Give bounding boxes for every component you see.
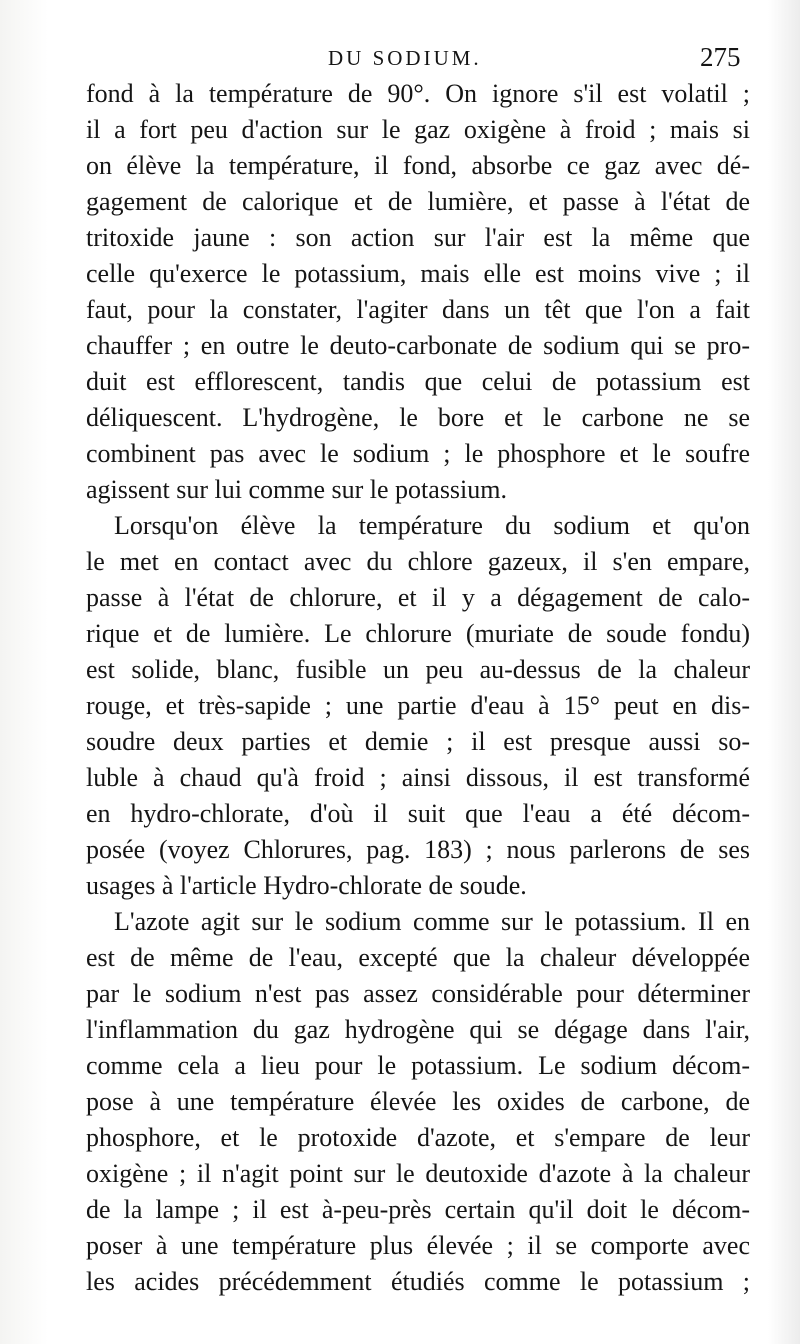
text-line: duit est efflorescent, tandis que celui de potassium est xyxy=(86,367,750,396)
text-line: oxigène ; il n'agit point sur le deutoxide d'azote à la chaleur xyxy=(86,1159,750,1188)
text-line: passe à l'état de chlorure, et il y a dégagement de calo- xyxy=(86,583,750,612)
paragraph-oxygen xyxy=(86,76,750,508)
text-line: rouge, et très-sapide ; une partie d'eau à 15° peut en dis- xyxy=(86,691,750,720)
text-line: pose à une température élevée les oxides de carbone, de xyxy=(86,1087,750,1116)
text-line: déliquescent. L'hydrogène, le bore et le carbone ne se xyxy=(86,403,750,432)
text-line: de la lampe ; il est à-peu-près certain qu'il doit le décom- xyxy=(86,1195,750,1224)
text-line: est de même de l'eau, excepté que la chaleur développée xyxy=(86,943,750,972)
text-line: le met en contact avec du chlore gazeux, il s'en empare, xyxy=(86,547,750,576)
text-line: Lorsqu'on élève la température du sodium et qu'on xyxy=(114,511,750,540)
body-text xyxy=(86,76,750,1300)
paragraph-azote xyxy=(86,904,750,1300)
text-line: en hydro-chlorate, d'où il suit que l'eau a été décom- xyxy=(86,799,750,828)
text-line: fond à la température de 90°. On ignore s'il est volatil ; xyxy=(86,79,750,108)
text-line: chauffer ; en outre le deuto-carbonate de sodium qui se pro- xyxy=(86,331,750,360)
text-line: L'azote agit sur le sodium comme sur le potassium. Il en xyxy=(114,907,750,936)
text-line: comme cela a lieu pour le potassium. Le sodium décom- xyxy=(86,1051,750,1080)
text-line: il a fort peu d'action sur le gaz oxigène à froid ; mais si xyxy=(86,115,750,144)
text-line: phosphore, et le protoxide d'azote, et s'empare de leur xyxy=(86,1123,750,1152)
text-line: celle qu'exerce le potassium, mais elle est moins vive ; il xyxy=(86,259,750,288)
text-line: on élève la température, il fond, absorbe ce gaz avec dé- xyxy=(86,151,750,180)
text-line: est solide, blanc, fusible un peu au-dessus de la chaleur xyxy=(86,655,750,684)
text-line: agissent sur lui comme sur le potassium. xyxy=(86,475,508,504)
text-line: l'inflammation du gaz hydrogène qui se dégage dans l'air, xyxy=(86,1015,750,1044)
text-line: combinent pas avec le sodium ; le phosphore et le soufre xyxy=(86,439,750,468)
text-line: luble à chaud qu'à froid ; ainsi dissous, il est transformé xyxy=(86,763,750,792)
paragraph-chlore xyxy=(86,508,750,904)
text-line: posée (voyez Chlorures, pag. 183) ; nous parlerons de ses xyxy=(86,835,750,864)
page-number: 275 xyxy=(700,42,741,72)
text-line: faut, pour la constater, l'agiter dans un têt que l'on a fait xyxy=(86,295,750,324)
text-line: rique et de lumière. Le chlorure (muriate de soude fondu) xyxy=(86,619,750,648)
text-line: soudre deux parties et demie ; il est presque aussi so- xyxy=(86,727,750,756)
text-line: par le sodium n'est pas assez considérable pour déterminer xyxy=(86,979,750,1008)
text-line: usages à l'article Hydro-chlorate de soude. xyxy=(86,871,527,900)
text-line: poser à une température plus élevée ; il se comporte avec xyxy=(86,1231,750,1260)
text-line: gagement de calorique et de lumière, et passe à l'état de xyxy=(86,187,750,216)
running-head: DU SODIUM. xyxy=(328,46,482,70)
text-line: tritoxide jaune : son action sur l'air est la même que xyxy=(86,223,750,252)
page-header xyxy=(0,40,800,80)
text-line: les acides précédemment étudiés comme le potassium ; xyxy=(86,1267,750,1296)
